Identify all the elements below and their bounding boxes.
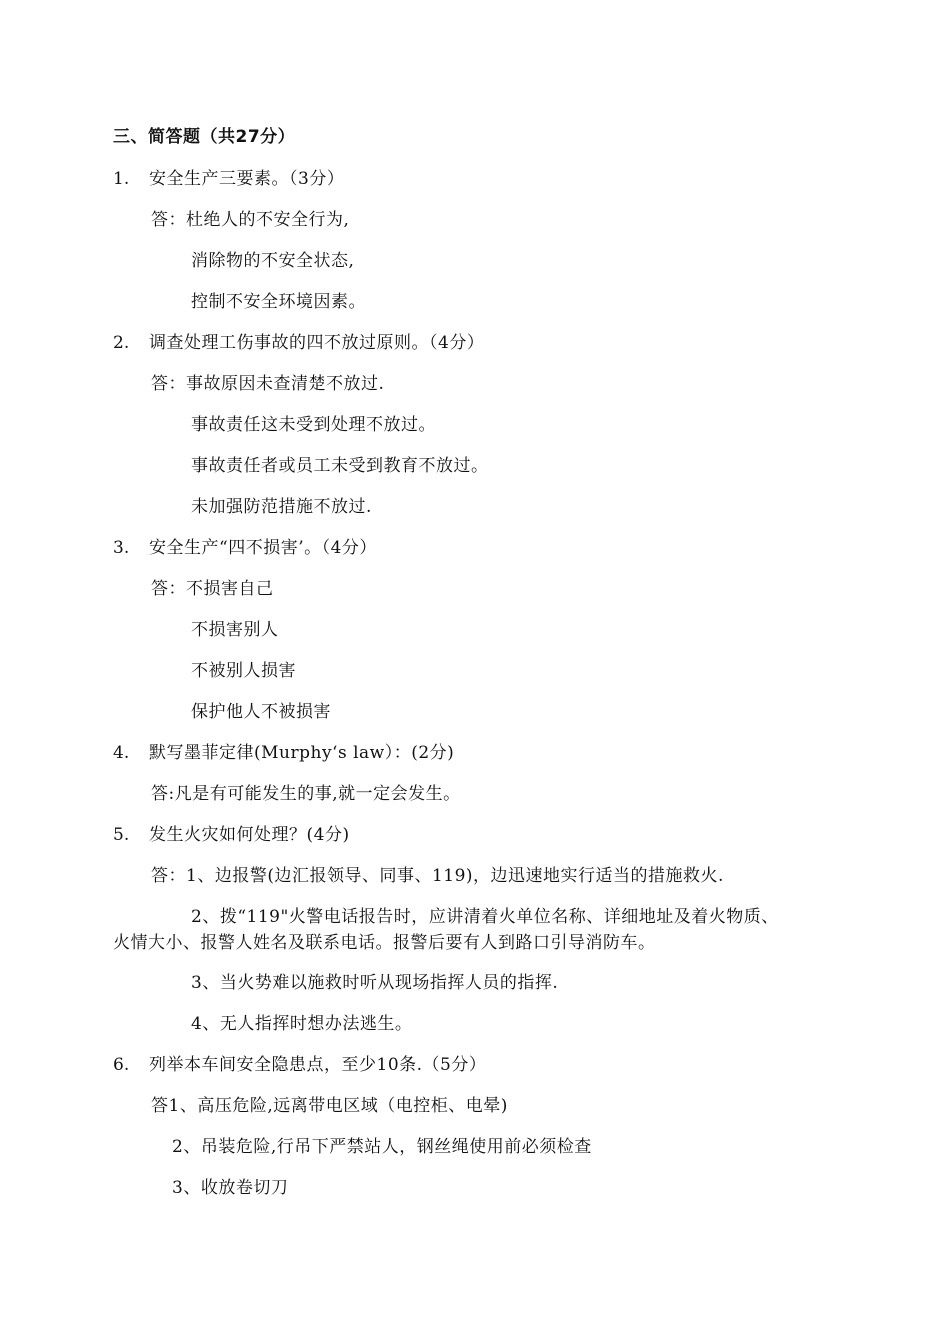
answer-5-line-2-continued: 火情大小、报警人姓名及联系电话。报警后要有人到路口引导消防车。 (113, 933, 656, 953)
question-5-text: 发生火灾如何处理？(4分) (149, 825, 350, 845)
answer-1-line-3: 控制不安全环境因素。 (191, 292, 366, 312)
answer-6-line-3: 3、收放卷切刀 (172, 1178, 289, 1198)
question-1-number: 1. (113, 169, 130, 189)
answer-3-line-4: 保护他人不被损害 (191, 702, 331, 722)
answer-1-line-1: 答：杜绝人的不安全行为, (151, 210, 350, 230)
answer-3-line-3: 不被别人损害 (191, 661, 296, 681)
answer-5-line-2: 2、拨“119"火警电话报告时，应讲清着火单位名称、详细地址及着火物质、 (191, 907, 779, 927)
answer-2-line-3: 事故责任者或员工未受到教育不放过。 (191, 456, 489, 476)
question-2-number: 2. (113, 333, 130, 353)
section-title: 三、简答题（共27分） (113, 127, 296, 147)
answer-2-line-2: 事故责任这未受到处理不放过。 (191, 415, 436, 435)
question-4-text: 默写墨菲定律(Murphy‘s law）：(2分) (149, 743, 455, 763)
question-6-text: 列举本车间安全隐患点，至少10条.（5分） (149, 1055, 487, 1075)
question-3-text: 安全生产“四不损害’。（4分） (149, 538, 377, 558)
question-6-number: 6. (113, 1055, 130, 1075)
answer-3-line-2: 不损害别人 (191, 620, 279, 640)
question-5-number: 5. (113, 825, 130, 845)
question-1-text: 安全生产三要素。（3分） (149, 169, 345, 189)
answer-5-line-4: 4、无人指挥时想办法逃生。 (191, 1014, 413, 1034)
answer-5-line-1: 答：1、边报警(边汇报领导、同事、119)，边迅速地实行适当的措施救火. (151, 866, 724, 886)
question-4-number: 4. (113, 743, 130, 763)
question-2-text: 调查处理工伤事故的四不放过原则。（4分） (149, 333, 485, 353)
answer-1-line-2: 消除物的不安全状态, (191, 251, 355, 271)
question-3-number: 3. (113, 538, 130, 558)
answer-2-line-1: 答：事故原因未查清楚不放过. (151, 374, 385, 394)
answer-4-line-1: 答:凡是有可能发生的事,就一定会发生。 (151, 784, 461, 804)
answer-2-line-4: 未加强防范措施不放过. (191, 497, 372, 517)
answer-5-line-3: 3、当火势难以施救时听从现场指挥人员的指挥. (191, 973, 559, 993)
answer-6-line-1: 答1、高压危险,远离带电区域（电控柜、电晕) (151, 1096, 508, 1116)
answer-6-line-2: 2、吊装危险,行吊下严禁站人，钢丝绳使用前必须检查 (172, 1137, 592, 1157)
answer-3-line-1: 答：不损害自己 (151, 579, 274, 599)
